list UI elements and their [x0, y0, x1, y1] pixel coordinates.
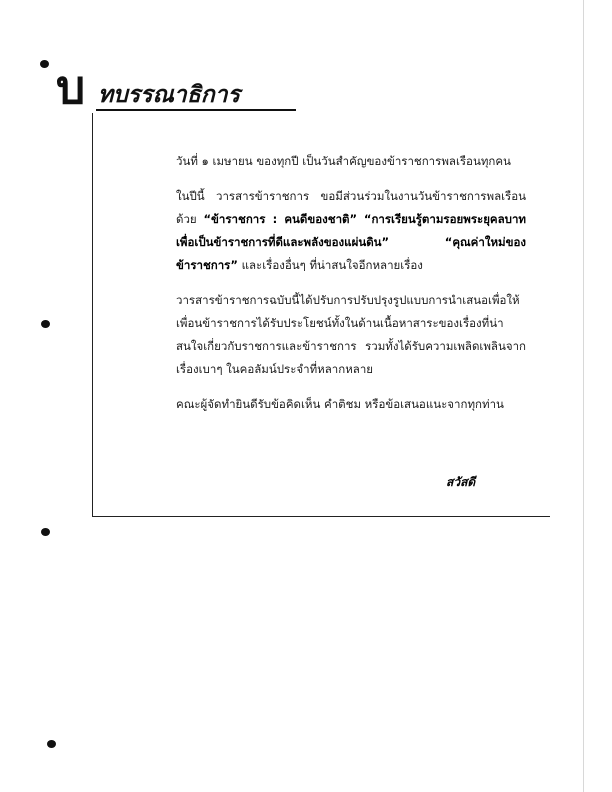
punch-hole-lower-middle [41, 528, 50, 536]
punch-hole-bottom [47, 740, 56, 748]
paragraph-3-text: วารสารข้าราชการฉบับนี้ได้ปรับการปรับปรุงรูปแบบการนำเสนอเพื่อให้เพื่อนข้าราชการได้รับประโยชน์ทั้งในด้านเนื้อหาสาระของเรื่องที่น่าสนใจเกี่ยวกับราชการและข้าราชการ รวมทั้งได้รับความเพลิดเพลินจากเรื่องเบาๆ ในคอลัมน์ประจำที่หลากหลาย [176, 293, 526, 376]
title-text: ทบรรณาธิการ [98, 82, 240, 108]
paragraph-2-end: และเรื่องอื่นๆ ที่น่าสนใจอีกหลายเรื่อง [241, 258, 423, 272]
paragraph-2-bold-3: “คุณค่าใหม่ของข้าราชการ” [176, 235, 526, 272]
punch-hole-top [40, 60, 49, 68]
editorial-body [116, 150, 526, 416]
title-underline [96, 109, 296, 111]
title-initial: บ [56, 60, 86, 114]
page-edge [583, 0, 584, 792]
paragraph-4 [116, 393, 526, 416]
paragraph-1 [116, 150, 526, 173]
paragraph-2-bold-1: “ข้าราชการ : คนดีของชาติ” [203, 212, 358, 226]
frame-left-rule [92, 113, 93, 517]
paragraph-3 [116, 289, 526, 381]
paragraph-2-bold-2: “การเรียนรู้ตามรอยพระยุคลบาท เพื่อเป็นข้าราชการที่ดีและพลังของแผ่นดิน” [176, 212, 527, 249]
signoff: สวัสดี [446, 475, 476, 489]
paragraph-2-intro: ในปีนี้ วารสารข้าราชการ ขอมีส่วนร่วมในงานวันข้าราชการพลเรือนด้วย [176, 189, 526, 226]
paragraph-1-text: วันที่ ๑ เมษายน ของทุกปี เป็นวันสำคัญของข้าราชการพลเรือนทุกคน [176, 154, 511, 168]
paragraph-4-text: คณะผู้จัดทำยินดีรับข้อคิดเห็น คำติชม หรือข้อเสนอแนะจากทุกท่าน [176, 397, 504, 411]
paragraph-2 [116, 185, 526, 277]
punch-hole-upper-middle [41, 320, 50, 328]
frame-bottom-rule [92, 516, 550, 517]
